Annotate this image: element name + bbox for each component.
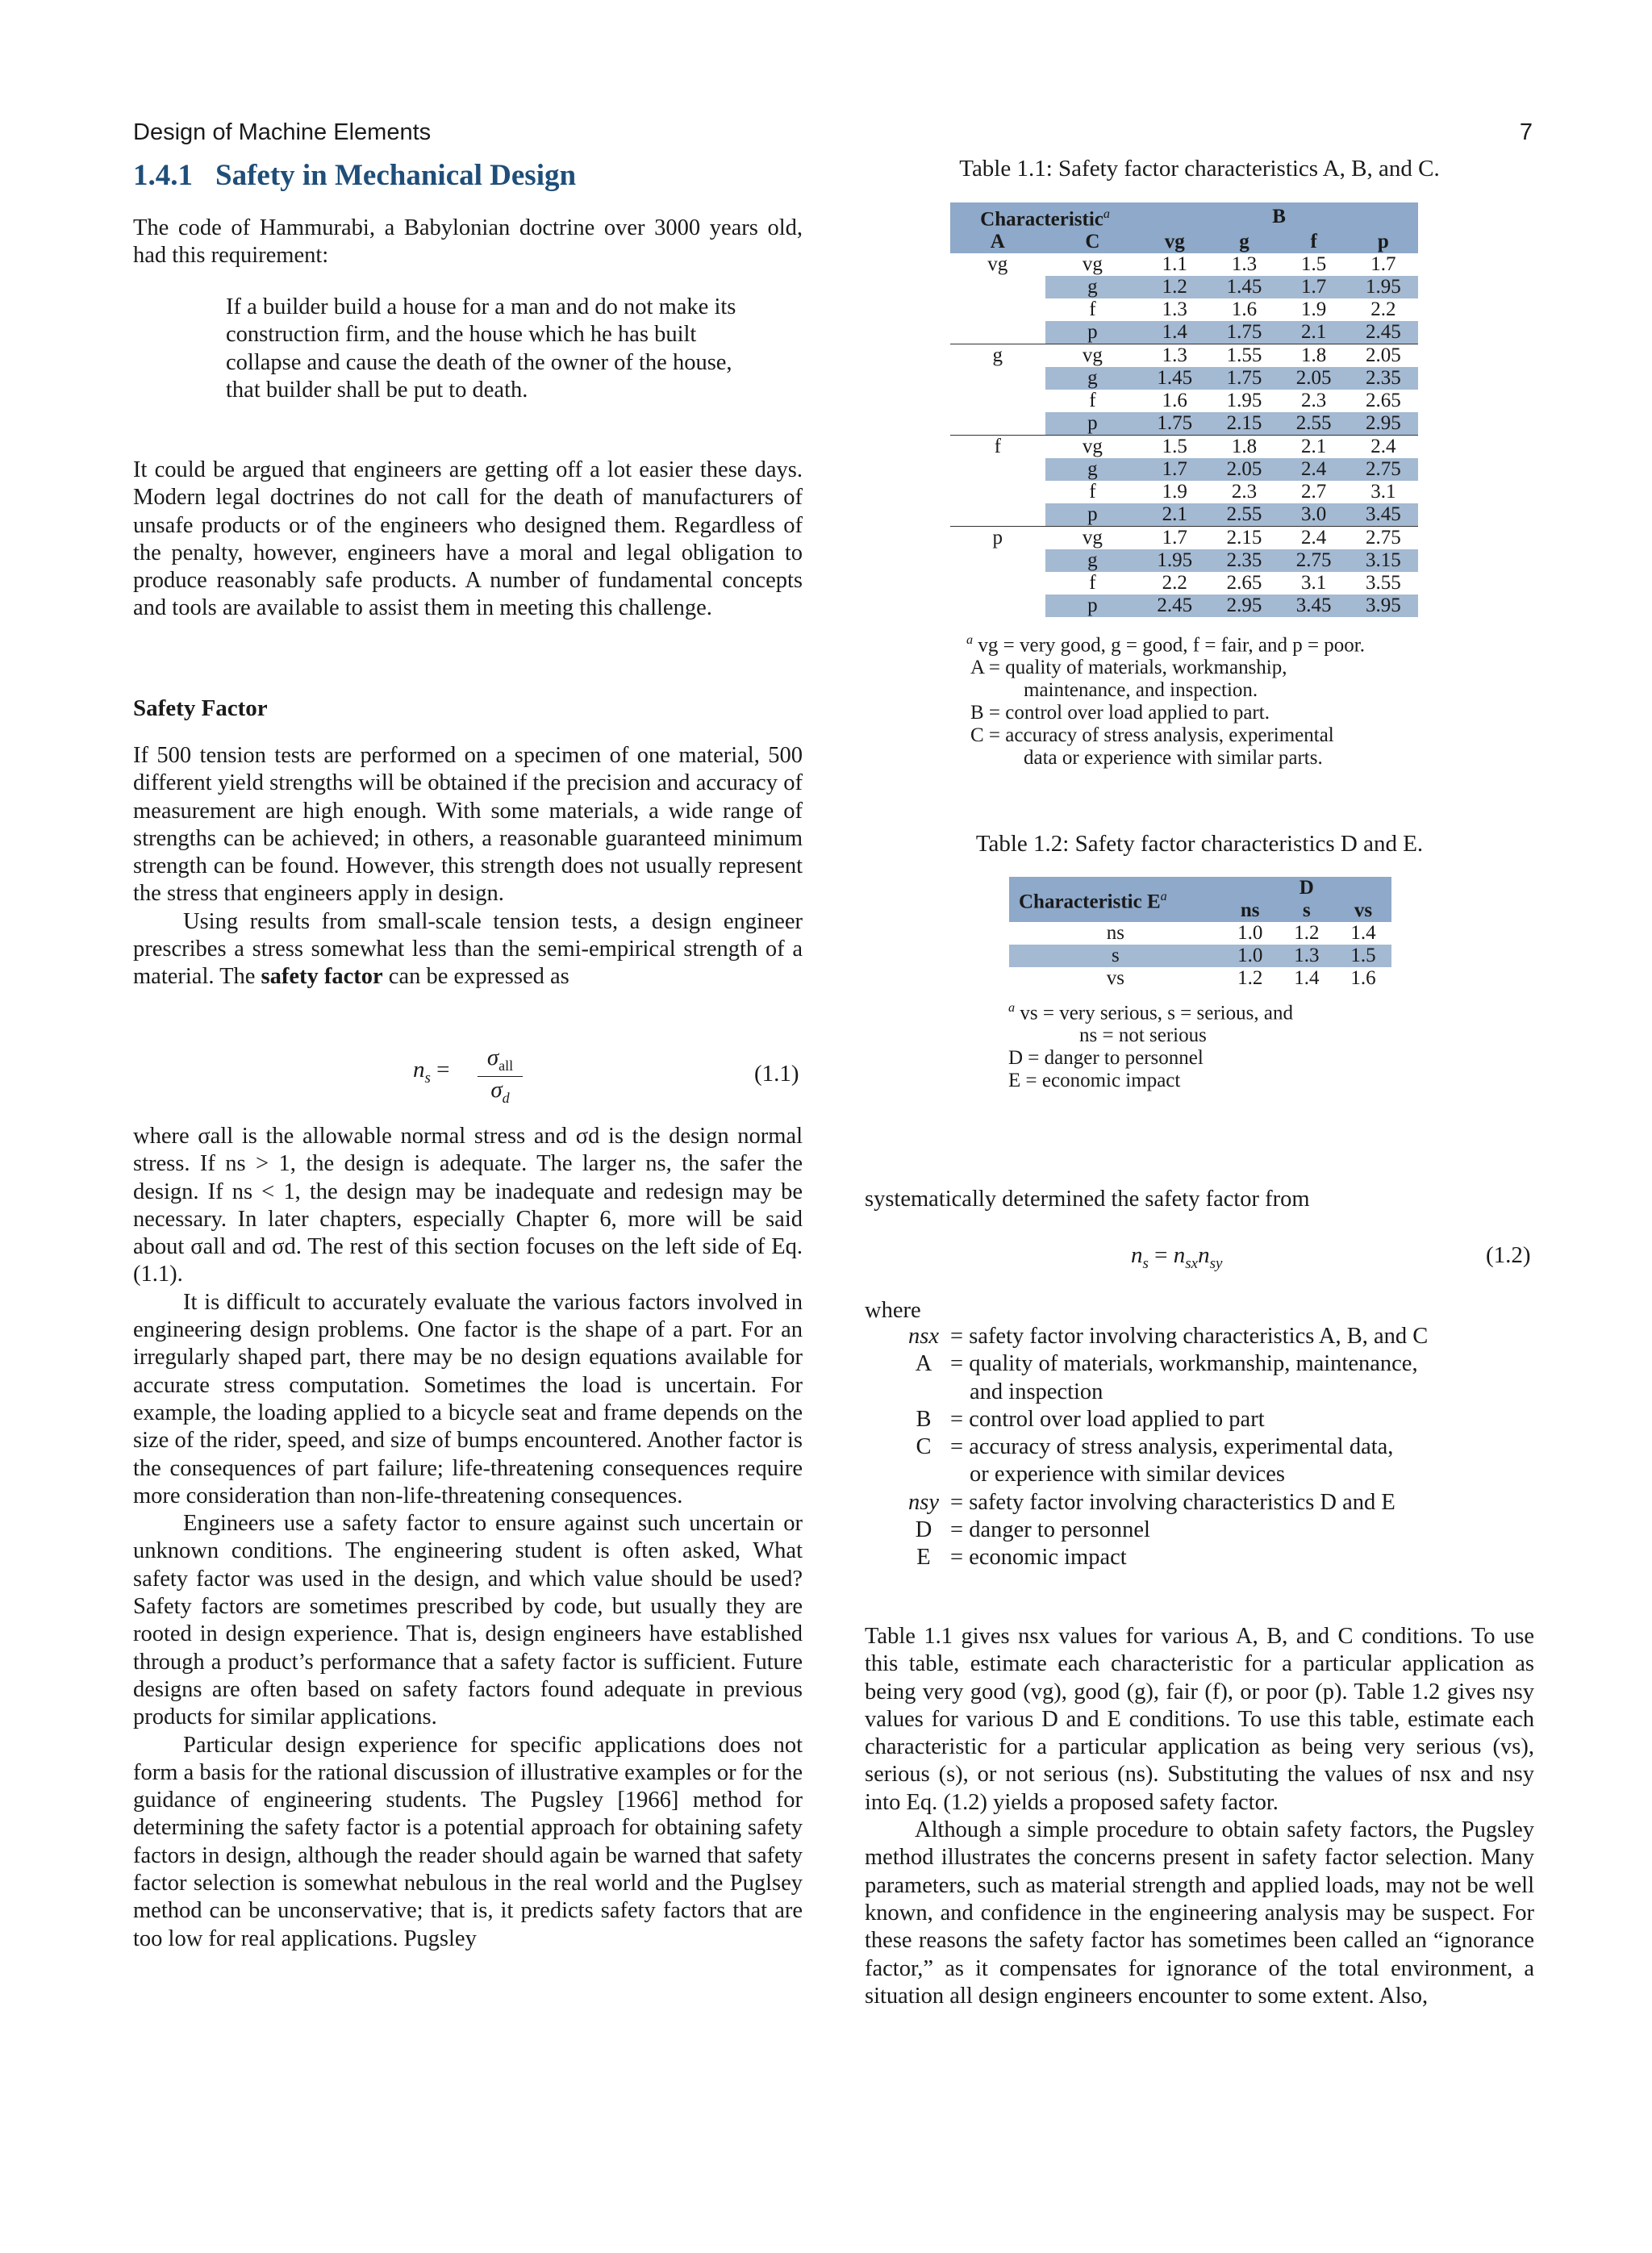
table-cell: g <box>1045 458 1141 481</box>
table-1-2-footnote: $^a$ vs = very serious, s = serious, and ns = not serious D = danger to personnel E = economic impact <box>1008 1000 1293 1092</box>
table-cell: 2.45 <box>1349 321 1418 344</box>
table-1-2-head-d: D <box>1222 877 1391 899</box>
section-title: Safety in Mechanical Design <box>215 159 577 192</box>
table-cell: 1.95 <box>1140 549 1209 572</box>
table-cell: 2.05 <box>1209 458 1279 481</box>
paragraph-where-sigma: where σall is the allowable normal stress and σd is the design normal stress. If ns > 1, the design is adequate. The larger ns, the safer the design. If ns < 1, the design may be inadequate and redesign may be necessary. In later chapters, especially Chapter 6, more will be said about σall and σd. The rest of this section focuses on the left side of Eq. (1.1). <box>133 1124 803 1287</box>
table-cell: p <box>1045 595 1141 617</box>
table-cell: 1.6 <box>1231 298 1258 321</box>
table-cell: f <box>1089 390 1096 412</box>
table-cell: 1.4 <box>1350 922 1376 944</box>
table-1-1-body <box>950 253 1418 617</box>
table-cell: 1.4 <box>1294 967 1320 989</box>
section-heading <box>133 158 576 193</box>
definition-text: = accuracy of stress analysis, experimental data, <box>950 1434 1394 1460</box>
equation-number-1-1: (1.1) <box>754 1061 799 1087</box>
table-cell: 2.3 <box>1231 481 1258 503</box>
definitions-list <box>897 1323 1428 1572</box>
table-cell: 1.55 <box>1209 344 1279 368</box>
table-row <box>950 390 1418 412</box>
table-cell: p <box>1045 412 1141 436</box>
equation-1-1: $n_s$ = <box>413 1057 450 1087</box>
definition-row <box>897 1379 1428 1406</box>
table-cell: 2.7 <box>1301 481 1327 503</box>
definition-text: = safety factor involving characteristics D and E <box>950 1489 1395 1515</box>
table-cell: vg <box>950 253 1045 276</box>
table-cell <box>950 503 1045 527</box>
table-row <box>950 481 1418 503</box>
table-cell: 3.0 <box>1279 503 1349 527</box>
table-cell <box>950 412 1045 436</box>
table-cell: 1.0 <box>1222 945 1279 967</box>
equation-1-2: $n_s = n_{sx}n_{sy}$ <box>1131 1242 1223 1272</box>
section-number: 1.4.1 <box>133 159 193 192</box>
table-cell: 1.5 <box>1335 945 1391 967</box>
table-cell: 1.75 <box>1209 367 1279 390</box>
table-row <box>950 503 1418 527</box>
definition-text: and inspection <box>970 1379 1103 1404</box>
definition-text: or experience with similar devices <box>970 1462 1285 1487</box>
table-cell: 2.35 <box>1209 549 1279 572</box>
table-row <box>950 595 1418 617</box>
table-cell: 2.75 <box>1349 458 1418 481</box>
table-cell: 1.7 <box>1370 253 1396 276</box>
table-row <box>950 298 1418 321</box>
table-row <box>950 458 1418 481</box>
table-cell <box>950 458 1045 481</box>
table-cell: 2.2 <box>1162 572 1187 595</box>
table-cell <box>950 367 1045 390</box>
table-cell: 2.75 <box>1349 527 1418 550</box>
definition-text: = danger to personnel <box>950 1517 1150 1543</box>
table-cell: 2.15 <box>1209 412 1279 436</box>
table-cell: f <box>1089 481 1096 503</box>
table-cell: f <box>1089 572 1096 595</box>
table-cell: 2.65 <box>1226 572 1262 595</box>
paragraph-engineers-use: Engineers use a safety factor to ensure against such uncertain or unknown conditions. The engineering student is often asked, What safety factor was used in the design, and which value should be used? Safety factors are sometimes prescribed by code, but usually they are rooted in design experience. That is, design engineers have established through a product’s performance that a safety factor is sufficient. Future designs are often based on safety factors found adequate in previous products for similar applications. <box>133 1511 803 1730</box>
table-cell: 1.8 <box>1279 344 1349 368</box>
definition-row <box>897 1350 1428 1378</box>
paragraph-block-right <box>865 1623 1534 2010</box>
table-1-2-head-characteristic: Characteristic $E^a$ <box>1009 877 1222 922</box>
table-cell: g <box>1045 549 1141 572</box>
table-cell <box>950 390 1045 412</box>
table-cell <box>950 481 1045 503</box>
table-cell: 2.4 <box>1279 527 1349 550</box>
definition-symbol: C <box>916 1434 932 1460</box>
table-cell: 1.3 <box>1162 298 1187 321</box>
definition-symbol: B <box>916 1406 932 1432</box>
table-cell: 2.05 <box>1349 344 1418 368</box>
definition-text: = economic impact <box>950 1545 1127 1571</box>
table-cell: 3.95 <box>1349 595 1418 617</box>
table-cell: 3.1 <box>1370 481 1396 503</box>
definition-row <box>897 1433 1428 1461</box>
paragraph-hammurabi: The code of Hammurabi, a Babylonian doctrine over 3000 years old, had this requirement: <box>133 215 803 269</box>
table-cell: 1.6 <box>1162 390 1187 412</box>
table-1-1-head-f: f <box>1279 231 1349 253</box>
table-row <box>1009 922 1391 945</box>
definition-text: = control over load applied to part <box>950 1406 1265 1432</box>
paragraph-tension-tests: If 500 tension tests are performed on a specimen of one material, 500 different yield strengths will be obtained if the precision and accuracy of measurement are high enough. With some materials, a wide range of strengths can be achieved; in others, a reasonable guaranteed minimum strength can be found. However, this strength does not usually represent the stress that engineers apply in design. <box>133 743 803 907</box>
table-cell: 2.3 <box>1301 390 1327 412</box>
equation-number-1-2: (1.2) <box>1486 1242 1531 1268</box>
table-cell: 1.9 <box>1162 481 1187 503</box>
table-cell: 1.8 <box>1209 436 1279 459</box>
table-cell <box>950 298 1045 321</box>
table-cell: vs <box>1106 967 1124 989</box>
definition-row <box>897 1544 1428 1571</box>
definition-row <box>897 1461 1428 1488</box>
table-cell: 3.15 <box>1349 549 1418 572</box>
table-cell: g <box>1045 367 1141 390</box>
paragraph-difficult-factors: It is difficult to accurately evaluate the various factors involved in engineering design problems. One factor is the shape of a part. For an irregularly shaped part, there may be no design equations available for accurate stress computation. Sometimes the load is uncertain. For example, the loading applied to a bicycle seat and frame depends on the size of the rider, speed, and size of bumps encountered. Another factor is the consequences of part failure; life-threatening consequences require more consideration than non-life-threatening consequences. <box>133 1289 803 1508</box>
where-text: where <box>865 1298 921 1323</box>
definition-symbol: D <box>915 1517 932 1543</box>
definition-row <box>897 1323 1428 1350</box>
table-cell: 1.0 <box>1237 922 1263 944</box>
definition-symbol: A <box>915 1351 932 1377</box>
table-row <box>950 253 1418 276</box>
table-cell: 1.3 <box>1231 253 1258 276</box>
block-quote: If a builder build a house for a man and do not make its construction firm, and the house which he has built collapse and cause the death of the owner of the house, that builder shall be put to death. <box>226 294 736 403</box>
table-cell: 1.7 <box>1279 276 1349 298</box>
table-cell: 2.05 <box>1279 367 1349 390</box>
table-cell: g <box>1045 276 1141 298</box>
definition-symbol <box>897 1379 950 1406</box>
table-1-1-footnote: $^a$ vg = very good, g = good, f = fair, and p = poor. A = quality of materials, workmanship, maintenance, and inspection. B = control over load applied to part. C = accuracy of stress analysis, experimental data or experience with similar parts. <box>966 632 1366 770</box>
table-cell: 2.15 <box>1209 527 1279 550</box>
table-cell <box>950 276 1045 298</box>
table-cell: 1.75 <box>1209 321 1279 344</box>
definition-symbol: nsx <box>908 1324 939 1349</box>
table-cell: 1.45 <box>1209 276 1279 298</box>
definition-text: = quality of materials, workmanship, maintenance, <box>950 1351 1418 1377</box>
table-cell: 1.95 <box>1349 276 1418 298</box>
table-cell: 1.2 <box>1294 922 1320 944</box>
table-cell: 1.1 <box>1162 253 1187 276</box>
table-cell: 1.5 <box>1140 436 1209 459</box>
table-cell: 2.75 <box>1279 549 1349 572</box>
table-1-2-head-vs: vs <box>1335 899 1391 922</box>
table-1-2 <box>1009 877 1391 990</box>
table-1-1-head-a: A <box>950 231 1045 253</box>
table-row <box>950 276 1418 298</box>
where-label <box>865 1297 1534 1325</box>
paragraph-systematically-text: systematically determined the safety factor from <box>865 1187 1310 1212</box>
paragraph-systematically <box>865 1186 1534 1213</box>
table-cell: 2.4 <box>1279 458 1349 481</box>
table-cell: vg <box>1045 527 1141 550</box>
paragraph-block-2 <box>133 1123 803 1953</box>
page-number: 7 <box>1519 119 1533 145</box>
paragraph-legal <box>133 457 803 623</box>
table-cell: 2.95 <box>1349 412 1418 436</box>
table-cell <box>950 549 1045 572</box>
table-cell <box>950 595 1045 617</box>
table-cell: 2.1 <box>1140 503 1209 527</box>
running-title: Design of Machine Elements <box>133 119 432 145</box>
table-cell: vg <box>1045 344 1141 368</box>
table-cell: vg <box>1045 436 1141 459</box>
table-row <box>950 572 1418 595</box>
definition-row <box>897 1406 1428 1433</box>
table-row <box>950 367 1418 390</box>
table-1-2-caption: Table 1.2: Safety factor characteristics D and E. <box>975 831 1424 857</box>
table-cell: 1.7 <box>1140 458 1209 481</box>
table-1-1-head-b: B <box>1140 202 1418 231</box>
table-cell: 1.3 <box>1279 945 1335 967</box>
table-row <box>1009 945 1391 967</box>
table-cell: 2.65 <box>1366 390 1401 412</box>
definition-row <box>897 1517 1428 1544</box>
table-cell: 2.45 <box>1140 595 1209 617</box>
table-cell: 2.95 <box>1209 595 1279 617</box>
table-row <box>1009 967 1391 990</box>
paragraph-ignorance-factor: Although a simple procedure to obtain safety factors, the Pugsley method illustrates the concerns present in safety factor selection. Many parameters, such as material strength and applied loads, may not be well known, and confidence in the engineering analysis may be suspect. For these reasons the safety factor has sometimes been called an “ignorance factor,” as it compensates for ignorance of the total environment, a situation all design engineers encounter to some extent. Also, <box>865 1817 1534 2009</box>
definition-symbol: E <box>916 1545 931 1571</box>
table-row <box>950 412 1418 436</box>
definition-symbol <box>897 1461 950 1488</box>
paragraph-table-usage: Table 1.1 gives nsx values for various A, B, and C conditions. To use this table, estimate each characteristic for a particular application as being very good (vg), good (g), fair (f), or poor (p). Table 1.2 gives nsy values for various D and E conditions. To use this table, estimate each characteristic for a particular application as being very serious (vs), serious (s), or not serious (ns). Substituting the values of nsx and nsy into Eq. (1.2) yields a proposed safety factor. <box>865 1624 1534 1815</box>
table-cell: p <box>1045 503 1141 527</box>
paragraph-pugsley: Particular design experience for specific applications does not form a basis for the rational discussion of illustrative examples or for the guidance of engineering students. The Pugsley [1966] method for determining the safety factor is a potential approach for obtaining safety factors in design, although the reader should again be warned that safety factor selection is somewhat nebulous in the real world and the Puglsey method can be unconservative; that is, it predicts safety factors that are too low for real applications. Pugsley <box>133 1732 803 1951</box>
table-cell: 1.3 <box>1140 344 1209 368</box>
table-1-1-head-characteristic: Characteristic$^a$ <box>950 202 1140 231</box>
definition-symbol: nsy <box>908 1489 939 1515</box>
table-cell: 2.4 <box>1349 436 1418 459</box>
table-cell: p <box>1045 321 1141 344</box>
table-cell: 2.55 <box>1279 412 1349 436</box>
definition-text: = safety factor involving characteristics A, B, and C <box>950 1324 1429 1349</box>
table-cell: g <box>950 344 1045 368</box>
table-cell: 2.35 <box>1349 367 1418 390</box>
table-cell: 1.2 <box>1237 967 1263 989</box>
table-cell: 2.1 <box>1279 436 1349 459</box>
definition-row <box>897 1489 1428 1517</box>
table-1-1-head-c: C <box>1045 231 1141 253</box>
table-cell: 3.55 <box>1366 572 1401 595</box>
table-cell: f <box>1089 298 1096 321</box>
table-cell: 1.5 <box>1301 253 1327 276</box>
table-cell: s <box>1009 945 1222 967</box>
paragraph-block-1 <box>133 742 803 991</box>
table-1-2-body <box>1009 922 1391 990</box>
table-cell: 1.2 <box>1140 276 1209 298</box>
table-row <box>950 527 1418 550</box>
table-row <box>950 549 1418 572</box>
paragraph-legal-text: It could be argued that engineers are getting off a lot easier these days. Modern legal doctrines do not call for the death of manufacturers of unsafe products or of the engineers who designed them. Regardless of the penalty, however, engineers have a moral and legal obligation to produce reasonably safe products. A number of fundamental concepts and tools are available to assist them in meeting this challenge. <box>133 457 803 621</box>
table-cell: 1.95 <box>1226 390 1262 412</box>
table-cell: 2.2 <box>1370 298 1396 321</box>
table-cell: 3.1 <box>1301 572 1327 595</box>
table-cell <box>950 572 1045 595</box>
equation-1-1-fraction: $\sigma_{all}$ $\sigma_d$ <box>478 1045 523 1107</box>
table-1-1 <box>950 202 1418 617</box>
table-1-2-head-ns: ns <box>1222 899 1279 922</box>
table-1-1-head-vg: vg <box>1140 231 1209 253</box>
table-1-2-head-s: s <box>1279 899 1335 922</box>
subheading-safety-factor: Safety Factor <box>133 695 268 721</box>
paragraph-safety-factor-def: Using results from small-scale tension tests, a design engineer prescribes a stress somewhat less than the semi-empirical strength of a material. The safety factor can be expressed as <box>133 908 803 990</box>
table-1-1-head-p: p <box>1349 231 1418 253</box>
table-row <box>950 436 1418 459</box>
table-cell: 1.45 <box>1140 367 1209 390</box>
table-cell: 2.55 <box>1209 503 1279 527</box>
table-cell: 1.9 <box>1301 298 1327 321</box>
table-cell: f <box>950 436 1045 459</box>
table-cell: 1.6 <box>1350 967 1376 989</box>
table-cell: 3.45 <box>1349 503 1418 527</box>
table-row <box>950 344 1418 368</box>
table-1-1-head-g: g <box>1209 231 1279 253</box>
table-cell: 1.7 <box>1140 527 1209 550</box>
table-cell <box>950 321 1045 344</box>
table-cell: 2.1 <box>1279 321 1349 344</box>
table-cell: 3.45 <box>1279 595 1349 617</box>
table-row <box>950 321 1418 344</box>
table-cell: 1.4 <box>1140 321 1209 344</box>
table-cell: vg <box>1082 253 1103 276</box>
table-cell: 1.75 <box>1140 412 1209 436</box>
table-cell: ns <box>1106 922 1124 944</box>
table-cell: p <box>950 527 1045 550</box>
paragraph-intro <box>133 215 803 270</box>
table-1-1-caption: Table 1.1: Safety factor characteristics A, B, and C. <box>959 156 1440 181</box>
